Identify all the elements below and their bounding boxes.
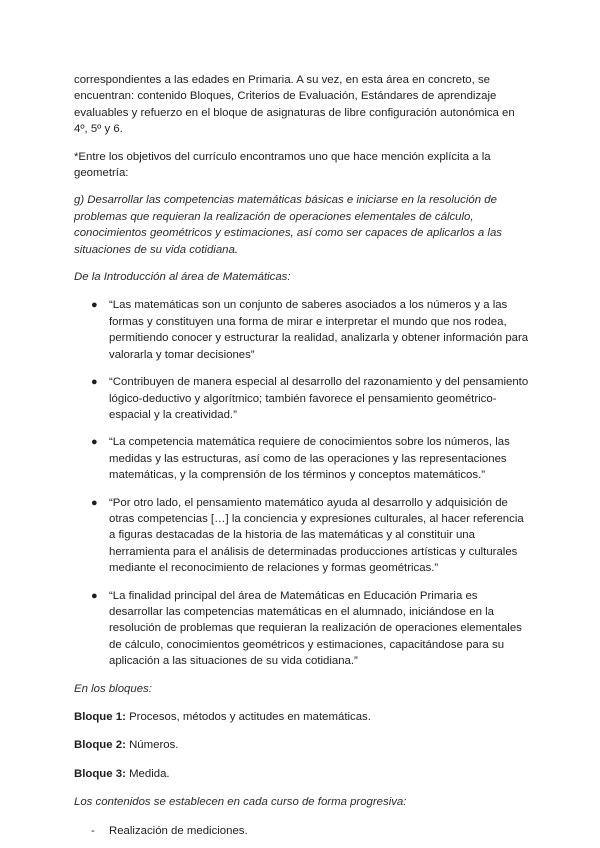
blocks-heading: En los bloques: <box>74 682 152 695</box>
list-item-text: Realización de mediciones. <box>109 824 248 837</box>
quote-text: “Por otro lado, el pensamiento matemático ayuda al desarrollo y adquisición de otras competencias […] la conciencia y expresiones culturales, al hacer referencia a figuras destacadas de la historia de las matemáticas y al constituir una herramienta para el análisis de determinadas producciones artísticas y culturales mediante el reconocimiento de relaciones y formas geométricas.” <box>109 496 524 575</box>
bullet-icon: ● <box>91 436 98 449</box>
contents-list <box>74 823 529 839</box>
list-item <box>74 823 529 839</box>
bullet-icon: ● <box>91 376 98 389</box>
paragraph-curriculum-context: correspondientes a las edades en Primaria. A su vez, en esta área en concreto, se encuentran: contenido Bloques, Criterios de Evaluación, Estándares de aprendizaje evaluables y refuerzo en el bloque de asignaturas de libre configuración autonómica en 4º, 5º y 6. <box>74 74 515 136</box>
bullet-icon: ● <box>91 589 98 602</box>
block-2 <box>74 737 529 753</box>
intro-heading: De la Introducción al área de Matemáticas: <box>74 271 291 284</box>
objective-g-quote: g) Desarrollar las competencias matemáticas básicas e iniciarse en la resolución de problemas que requieran la realización de operaciones elementales de cálculo, conocimientos geométricos y estimaciones, así como ser capaces de aplicarlos a las situaciones de su vida cotidiana. <box>74 194 502 256</box>
block-text: Procesos, métodos y actitudes en matemáticas. <box>125 711 371 723</box>
bullet-icon: ● <box>91 496 98 509</box>
block-3 <box>74 766 529 782</box>
list-item <box>74 495 529 577</box>
list-item <box>74 588 529 670</box>
list-item <box>74 434 529 483</box>
quote-text: “La competencia matemática requiere de conocimientos sobre los números, las medidas y las estructuras, así como de las operaciones y las representaciones matemáticas, y la comprensión de los términos y conceptos matemáticos.” <box>109 436 510 482</box>
quote-text: “La finalidad principal del área de Matemáticas en Educación Primaria es desarrollar las competencias matemáticas en el alumnado, iniciándose en la resolución de problemas que requieran la realización de operaciones elementales de cálculo, conocimientos geométricos y estimaciones, capacitándose para su aplicación a las situaciones de su vida cotidiana.” <box>109 589 522 668</box>
dash-icon: - <box>91 824 95 837</box>
quote-text: “Las matemáticas son un conjunto de saberes asociados a los números y a las formas y constituyen una forma de mirar e interpretar el mundo que nos rodea, permitiendo conocer y estructurar la realidad, analizarla y obtener información para valorarla y tomar decisiones” <box>109 299 529 361</box>
intro-quotes-list <box>74 297 529 669</box>
block-1 <box>74 709 529 725</box>
block-text: Números. <box>125 739 179 752</box>
block-text: Medida. <box>125 767 170 780</box>
paragraph-objectives-intro: *Entre los objetivos del currículo encontramos uno que hace mención explícita a la geometría: <box>74 150 491 180</box>
block-label: Bloque 1: <box>74 711 126 723</box>
contents-heading: Los contenidos se establecen en cada curso de forma progresiva: <box>74 796 407 809</box>
bullet-icon: ● <box>91 299 98 312</box>
block-label: Bloque 3: <box>74 767 126 780</box>
list-item <box>74 297 529 363</box>
block-label: Bloque 2: <box>74 739 126 752</box>
quote-text: “Contribuyen de manera especial al desarrollo del razonamiento y del pensamiento lógico-deductivo y algorítmico; también favorece el pensamiento geométrico-espacial y la creatividad.” <box>109 376 529 421</box>
list-item <box>74 374 529 423</box>
document-page <box>74 72 529 839</box>
